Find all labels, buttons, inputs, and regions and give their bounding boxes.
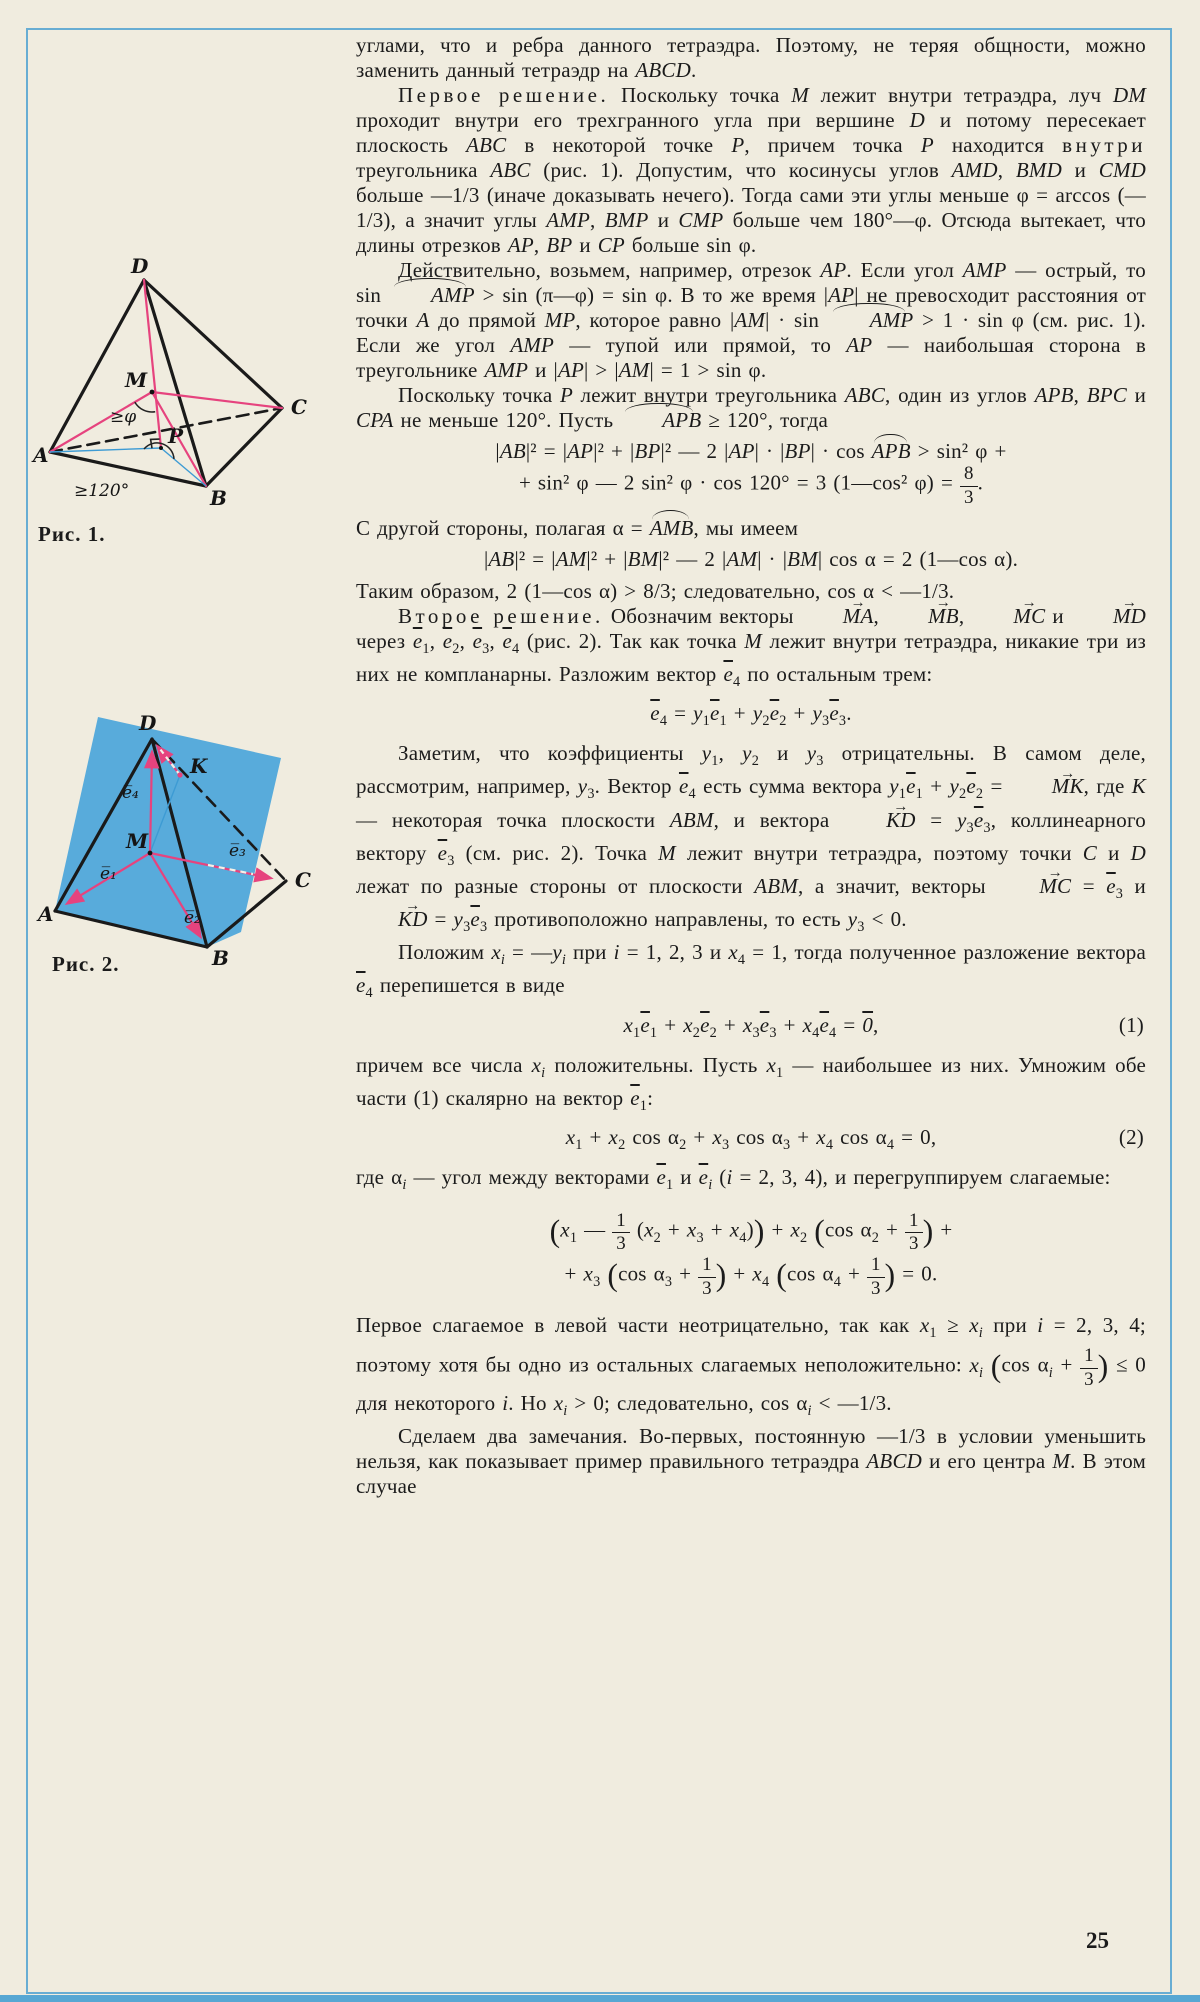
fig2-label-c: C (295, 868, 311, 892)
figure-1-tetrahedron (28, 240, 350, 512)
fig1-label-120: ≥120° (74, 481, 130, 501)
equation: $\overline{e}_4 = y_1\overline{e}_1 + y_2\overline{e}_2 + y_3\overline{e}_3$. (650, 700, 852, 730)
paragraph: Действительно, возьмем, например, отрезок AP. Если угол AMP — острый, то sin AMP > sin (π—φ) = sin φ. В то же время |AP| не превосходит расстояния от точки A до прямой MP, которое равно |AM| · sin AMP > 1 · sin φ (см. рис. 1). Если же угол AMP — тупой или прямой, то AP — наибольшая сторона в треугольнике AMP и |AP| > |AM| = 1 > sin φ. (356, 258, 1147, 382)
fig2-label-b: B (212, 946, 229, 970)
paragraph: где $\alpha_i$ — угол между векторами $\overline{e}_1$ и $\overline{e}_i$ (i = 2, 3, 4), и перегруппируем слагаемые: (356, 1165, 1111, 1194)
bottom-rule (0, 1995, 1200, 2002)
fig2-label-d: D (139, 711, 157, 735)
paragraph: Первое слагаемое в левой части неотрицательно, так как $x_1 \ge x_i$ при i = 2, 3, 4; поэтому хотя бы одно из остальных слагаемых неположительно: $x_i$ (cos $\alpha_i$ + $\frac{1}{3}$ ) ≤ 0 для некоторого i. Но $x_i > 0$; следовательно, $\cos \alpha_i$ < —1/3. (356, 1312, 1146, 1419)
fig2-point-m (148, 851, 153, 856)
paragraph: С другой стороны, полагая α = AMB, мы имеем (356, 515, 799, 540)
fig1-label-a: A (33, 443, 49, 467)
fig2-label-e3: e̅₃ (229, 841, 246, 861)
equation-number: (2) (1118, 1125, 1144, 1150)
paragraph: Сделаем два замечания. Во-первых, постоянную —1/3 в условии уменьшить нельзя, как показывает пример правильного тетраэдра ABCD и его центра M. В этом случае (356, 1423, 1146, 1498)
fig1-point-p (159, 446, 163, 450)
paragraph: Первое решение. Поскольку точка M лежит внутри тетраэдра, луч DM проходит внутри его трехгранного угла при вершине D и потому пересекает плоскость ABC в некоторой точке P, причем точка P находится внутри треугольника ABC (рис. 1). Допустим, что косинусы углов AMD, BMD и CMD больше —1/3 (иначе доказывать нечего). Тогда сами эти углы меньше φ = arccos (—1/3), а значит углы AMP, BMP и CMP больше чем 180°—φ. Отсюда вытекает, что длины отрезков AP, BP и CP больше sin φ. (356, 83, 1147, 257)
fig2-point-k (177, 772, 182, 777)
fig1-label-m: M (125, 368, 148, 392)
paragraph: углами, что и ребра данного тетраэдра. Поэтому, не теряя общности, можно заменить данный тетраэдр на ABCD. (356, 33, 1146, 82)
paragraph: Таким образом, 2 (1—cos α) > 8/3; следовательно, cos α < —1/3. (356, 578, 955, 603)
fig1-label-phi: ≥φ (110, 407, 137, 427)
equation: ($x_1$ — $\frac{1}{3}$ $(x_2 + x_3 + x_4)) + x_2$ (cos $\alpha_2$ + $\frac{1}{3}$ ) + + $x_3$ (cos $\alpha_3$ + $\frac{1}{3}$ ) + $x_4$ (cos $\alpha_4$ + $\frac{1}{3}$ ) = 0. (549, 1209, 953, 1299)
equation: |AB|² = |AM|² + |BM|² — 2 |AM| · |BM| cos α = 2 (1—cos α). (483, 546, 1019, 571)
fig1-point-m (150, 390, 155, 395)
paragraph: Поскольку точка P лежит внутри треугольника ABC, один из углов APB, BPC и CPA не меньше 120°. Пусть APB ≥ 120°, тогда (356, 383, 1147, 432)
paragraph: Заметим, что коэффициенты $y_1$, $y_2$ и $y_3$ отрицательны. В самом деле, рассмотрим, например, $y_3$. Вектор $\overline{e}_4$ есть сумма вектора $y_1\overline{e}_1 + y_2\overline{e}_2$ = MK →, где K — некоторая точка плоскости ABM, и вектора KD → = $y_3\overline{e}_3$, коллинеарного вектору $\overline{e}_3$ (см. рис. 2). Точка M лежит внутри тетраэдра, поэтому точки C и D лежат по разные стороны от плоскости ABM, а значит, векторы MC → = $\overline{e}_3$ и KD → = $y_3\overline{e}_3$ противоположно направлены, то есть $y_3 < 0$. (356, 741, 1146, 940)
fig2-label-e2: e̅₂ (184, 908, 201, 928)
fig2-label-e1: e̅₁ (100, 864, 117, 884)
article-body (356, 33, 1146, 1499)
fig1-label-p: P (168, 424, 184, 448)
paragraph: Второе решение. Обозначим векторы MA →, MB →, MC → и MD → через $\overline{e}_1$, $\overline{e}_2$, $\overline{e}_3$, $\overline{e}_4$ (рис. 2). Так как точка M лежит внутри тетраэдра, никакие три из них не компланарны. Разложим вектор $\overline{e}_4$ по остальным трем: (356, 604, 1146, 695)
figure-1-caption: Рис. 1. (38, 522, 106, 546)
figure-2-caption: Рис. 2. (52, 952, 120, 976)
page-number: 25 (1086, 1928, 1109, 1953)
fig1-label-b: B (210, 486, 227, 510)
equation: $x_1\overline{e}_1 + x_2\overline{e}_2 + x_3\overline{e}_3 + x_4\overline{e}_4 = 0$, (1) (623, 1012, 1144, 1041)
fig1-label-d: D (131, 254, 149, 278)
fig2-label-k: K (190, 754, 208, 778)
equation: |AB|² = |AP|² + |BP|² — 2 |AP| · |BP| · cos APB > sin² φ + + sin² φ — 2 sin² φ · cos 120° = 3 (1—cos² φ) = $\frac{8}{3}$ . (495, 439, 1007, 508)
fig1-cevians (50, 280, 282, 486)
equation: $x_1 + x_2$ $\cos \alpha_2 + x_3$ $\cos \alpha_3 + x_4$ $\cos \alpha_4 = 0$, (2) (565, 1125, 1144, 1154)
fig2-label-a: A (38, 902, 54, 926)
paragraph: причем все числа $x_i$ положительны. Пусть $x_1$ — наибольшее из них. Умножим обе части (1) скалярно на вектор $\overline{e}_1$: (356, 1052, 1146, 1115)
paragraph: Положим $x_i$ = $—y_i$ при i = 1, 2, 3 и $x_4 = 1$, тогда полученное разложение вектора $\overline{e}_4$ перепишется в виде (356, 940, 1146, 1002)
fig2-label-m: M (126, 829, 149, 853)
fig1-label-c: C (291, 395, 307, 419)
figure-2-tetrahedron-vectors (28, 695, 350, 977)
fig1-edges (50, 280, 282, 486)
fig1-phi-arc (135, 402, 155, 412)
fig2-label-e4: e̅₄ (122, 783, 139, 803)
equation-number: (1) (1118, 1012, 1144, 1037)
